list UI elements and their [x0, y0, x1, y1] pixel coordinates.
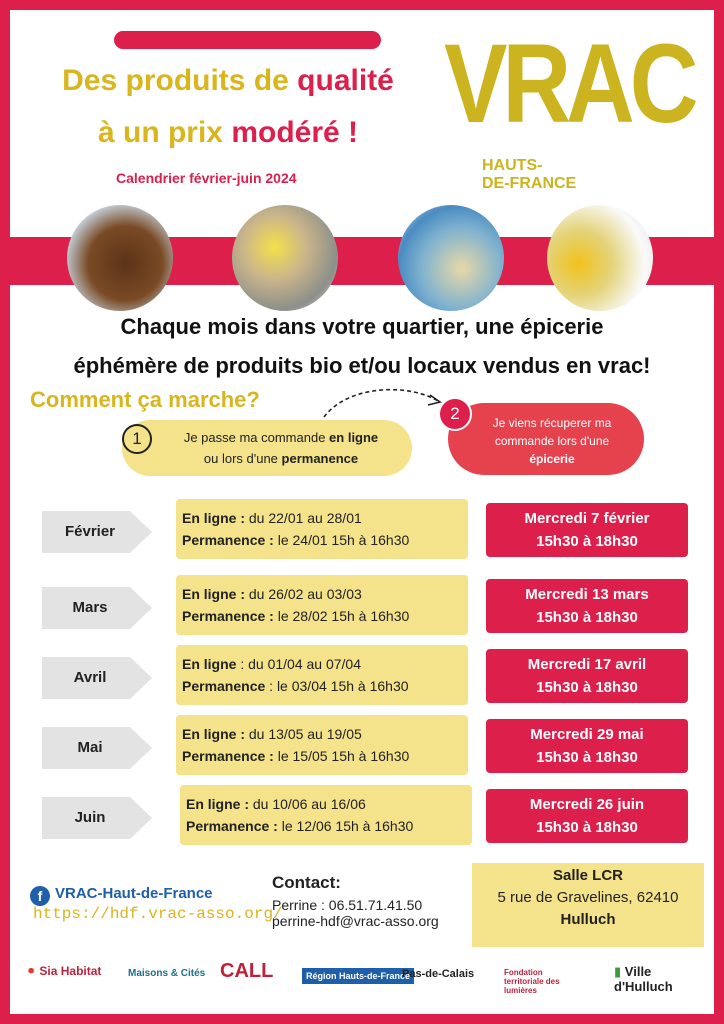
venue-name: Salle LCR [552, 867, 624, 884]
epicerie-date: Mercredi 17 avril 15h30 à 18h30 [486, 649, 688, 703]
top-decor-bar [114, 31, 381, 49]
schedule-row [0, 575, 724, 645]
step-1-text: Je passe ma commande en ligne ou lors d'une permanence [183, 430, 379, 466]
partner-logo: Fondation territoriale des lumières [504, 968, 560, 995]
partner-logo: Maisons & Cités [128, 968, 206, 979]
headline-line2: à un prix modéré ! [97, 116, 359, 149]
headline-line1: Des produits de qualité [62, 64, 394, 97]
photo-dates [67, 205, 173, 311]
epicerie-date: Mercredi 13 mars 15h30 à 18h30 [486, 579, 688, 633]
facebook-icon[interactable]: f [30, 886, 50, 906]
vrac-logo-text: VRAC [444, 21, 694, 146]
calendar-subtitle: Calendrier février-juin 2024 [116, 170, 297, 186]
epicerie-date: Mercredi 29 mai 15h30 à 18h30 [486, 719, 688, 773]
contact-title: Contact: [272, 873, 341, 892]
month-tag: Mai [42, 727, 152, 769]
partner-logo: Pas-de-Calais [402, 968, 475, 980]
partner-logo: ⚫ Sia Habitat [26, 964, 102, 978]
order-info: En ligne : du 26/02 au 03/03 Permanence : le 28/02 15h à 16h30 [176, 575, 468, 635]
venue-city: Hulluch [560, 911, 616, 928]
schedule-row [0, 499, 724, 569]
order-info: En ligne : du 01/04 au 07/04 Permanence : le 03/04 15h à 16h30 [176, 645, 468, 705]
step-2-number: 2 [438, 397, 472, 431]
partner-logo: Région Hauts-de-France [302, 968, 414, 984]
month-tag: Avril [42, 657, 152, 699]
photo-bulk-bins [398, 205, 504, 311]
order-info: En ligne : du 13/05 au 19/05 Permanence : le 15/05 15h à 16h30 [176, 715, 468, 775]
venue-box [472, 863, 704, 947]
tagline-line2: éphémère de produits bio et/ou locaux vendus en vrac! [73, 353, 651, 378]
website-link[interactable]: https://hdf.vrac-asso.org/ [33, 905, 283, 923]
vrac-logo-subtitle: HAUTS- DE-FRANCE [482, 157, 577, 192]
step-1-number: 1 [122, 424, 152, 454]
tagline-line1: Chaque mois dans votre quartier, une épicerie [120, 314, 604, 339]
epicerie-date: Mercredi 7 février 15h30 à 18h30 [486, 503, 688, 557]
partner-logos [20, 960, 710, 1002]
photo-funnel [232, 205, 338, 311]
schedule-row [0, 645, 724, 715]
venue-address: 5 rue de Gravelines, 62410 [497, 889, 679, 906]
contact-email[interactable]: perrine-hdf@vrac-asso.org [272, 913, 439, 929]
partner-logo: CALL [220, 960, 274, 982]
contact-phone: Perrine : 06.51.71.41.50 [272, 897, 423, 913]
order-info: En ligne : du 22/01 au 28/01 Permanence : le 24/01 15h à 16h30 [176, 499, 468, 559]
partner-logo: ▮ Ville d'Hulluch [614, 964, 673, 994]
schedule-row [0, 785, 724, 855]
step-2-text: Je viens récuperer ma commande lors d'une épicerie [492, 416, 612, 466]
step-2-bubble [448, 403, 644, 475]
month-tag: Février [42, 511, 152, 553]
month-tag: Juin [42, 797, 152, 839]
how-it-works-title: Comment ça marche? [30, 387, 260, 412]
schedule-row [0, 715, 724, 785]
step-1-bubble [122, 420, 412, 476]
photo-oil [547, 205, 653, 311]
month-tag: Mars [42, 587, 152, 629]
epicerie-date: Mercredi 26 juin 15h30 à 18h30 [486, 789, 688, 843]
contact-block [272, 873, 439, 929]
dashed-arrow-icon [318, 383, 448, 423]
order-info: En ligne : du 10/06 au 16/06 Permanence : le 12/06 15h à 16h30 [180, 785, 472, 845]
facebook-page-name[interactable]: VRAC-Haut-de-France [55, 885, 213, 902]
vrac-logo [444, 21, 694, 204]
